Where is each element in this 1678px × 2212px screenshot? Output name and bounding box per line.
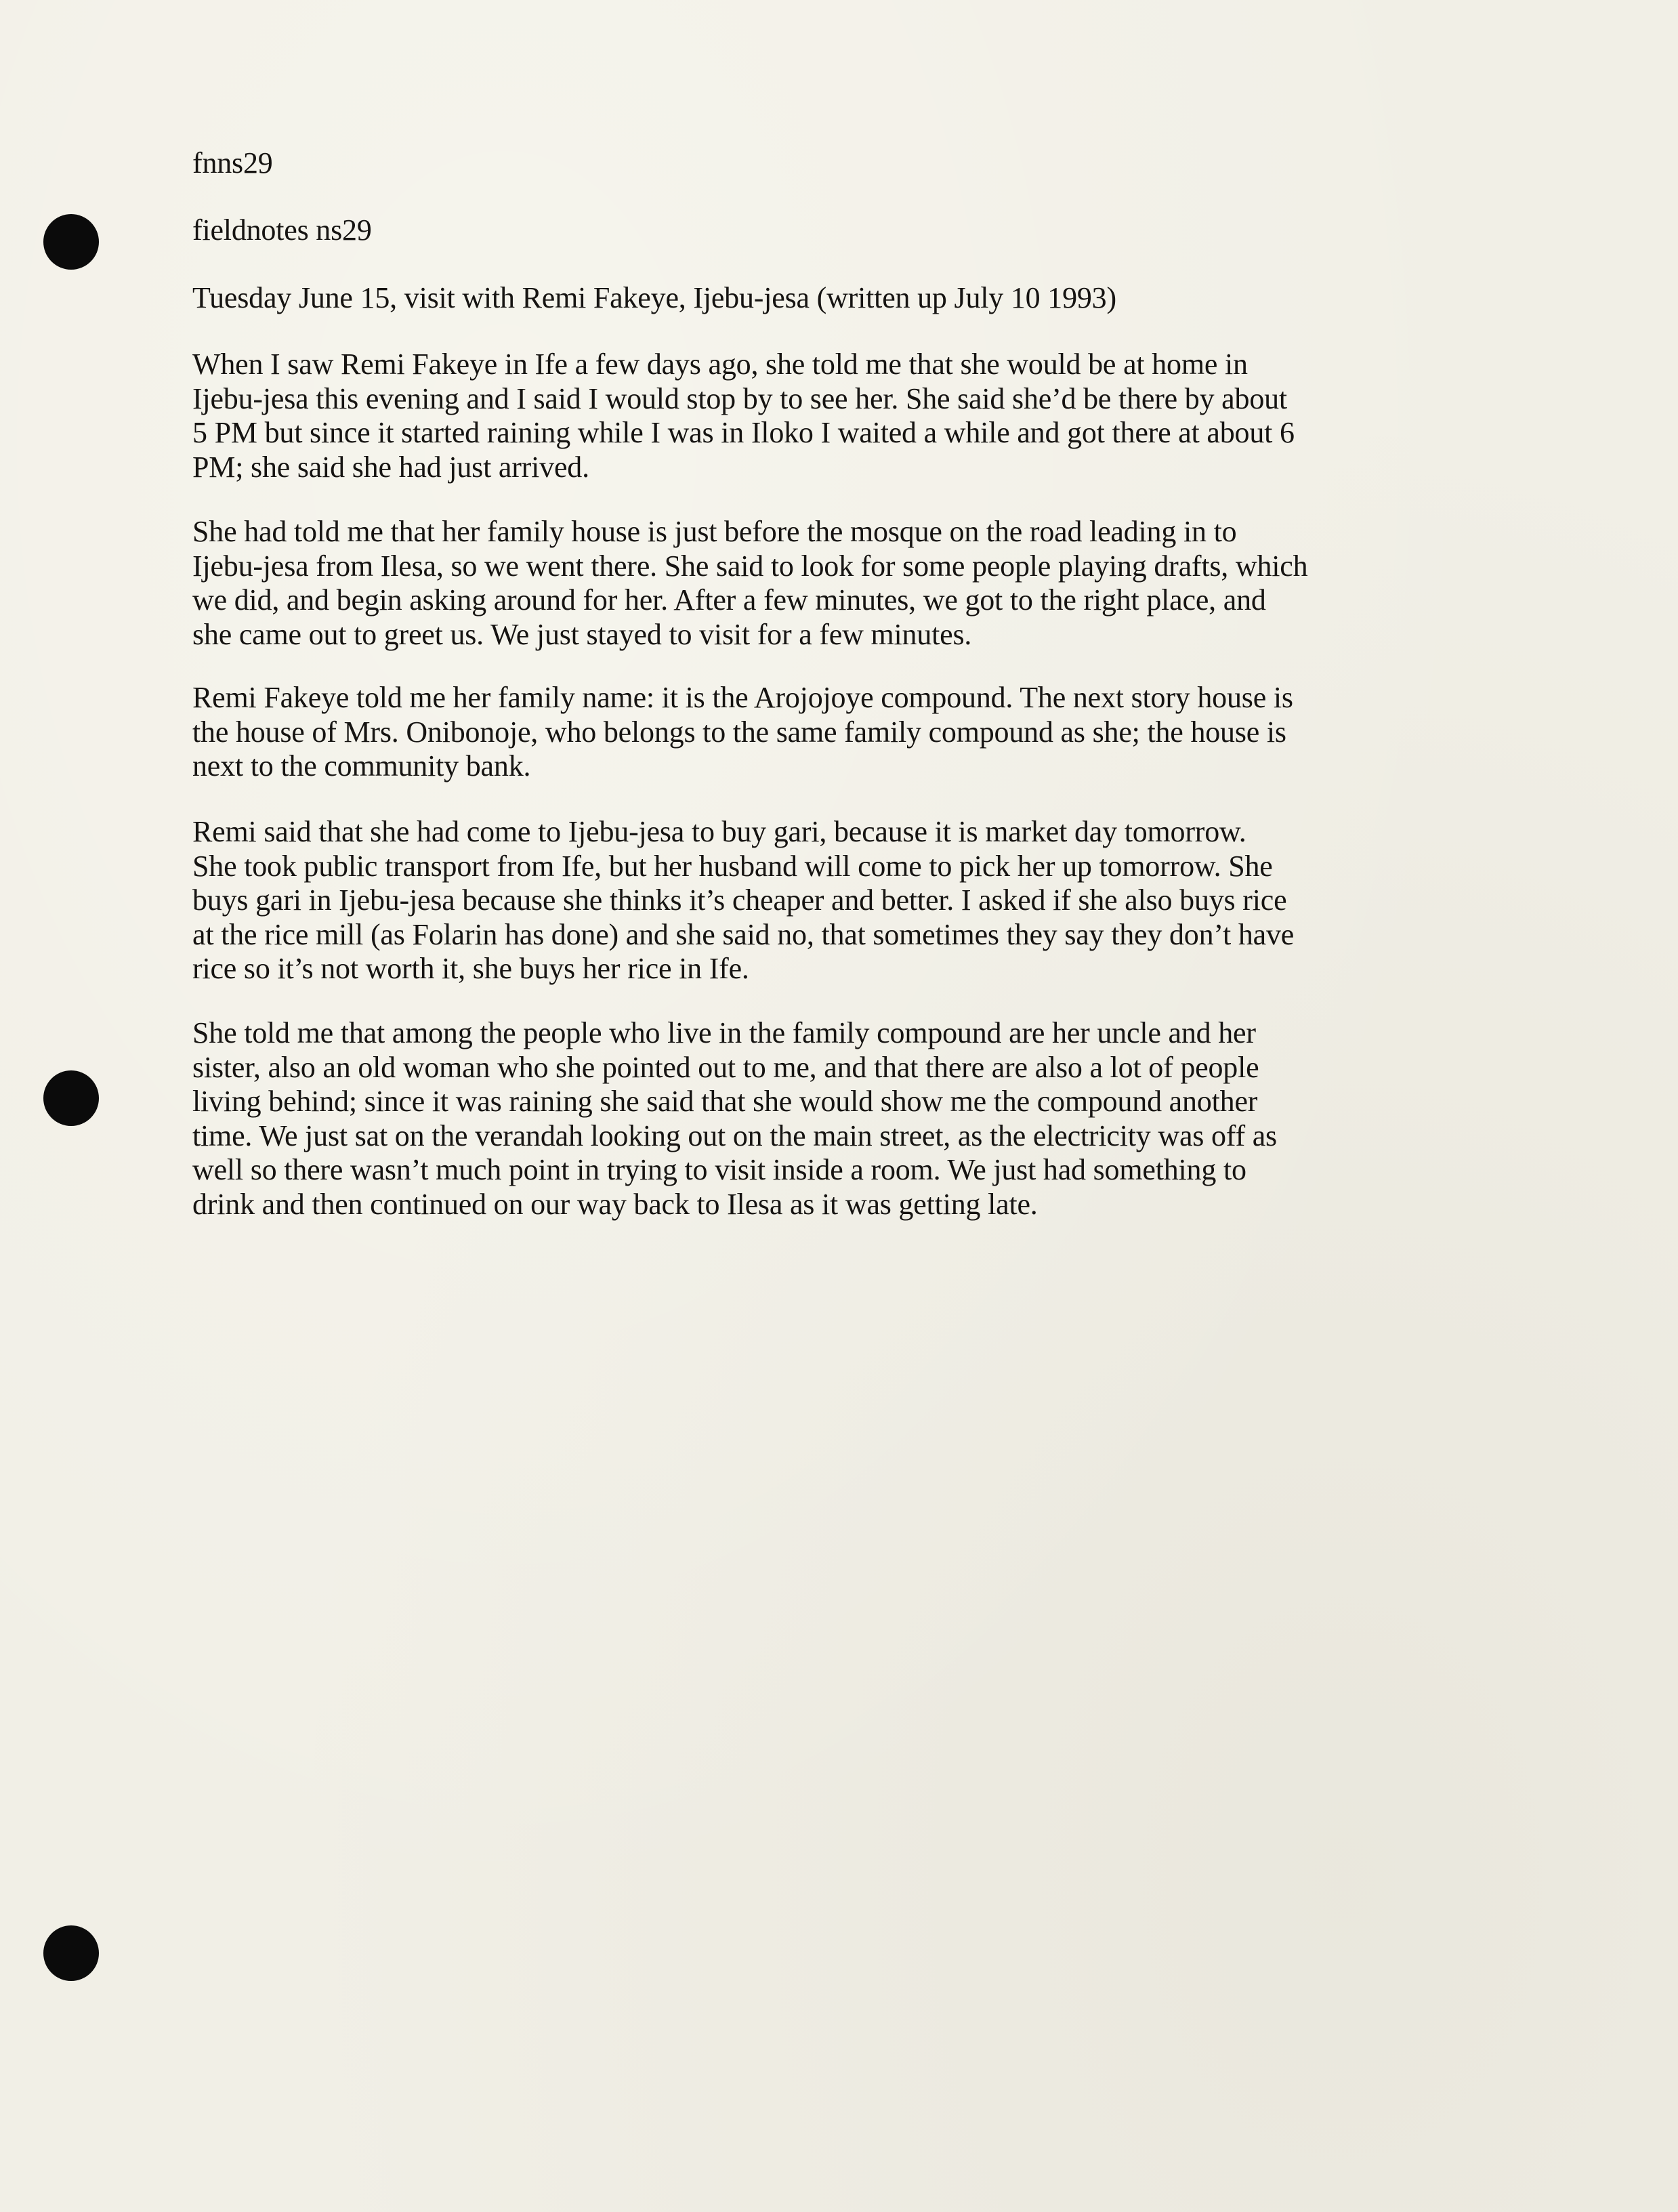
paragraph-line: She told me that among the people who live in the family compound are her uncle and her	[192, 1016, 1256, 1049]
paragraph-line: time. We just sat on the verandah looking out on the main street, as the electricity was off as	[192, 1119, 1277, 1152]
punch-hole-bottom	[43, 1925, 99, 1981]
paragraph-line: drink and then continued on our way back to Ilesa as it was getting late.	[192, 1187, 1038, 1221]
file-label: fnns29	[192, 146, 273, 180]
paragraph-line: living behind; since it was raining she said that she would show me the compound another	[192, 1085, 1258, 1118]
paragraph-line: we did, and begin asking around for her. After a few minutes, we got to the right place, and	[192, 583, 1266, 617]
paragraph-line: the house of Mrs. Onibonoje, who belongs to the same family compound as she; the house is	[192, 715, 1286, 749]
document-heading: fieldnotes ns29	[192, 213, 372, 247]
paragraph-line: Remi Fakeye told me her family name: it is the Arojojoye compound. The next story house is	[192, 681, 1293, 714]
paragraph-line: well so there wasn’t much point in trying to visit inside a room. We just had something to	[192, 1153, 1246, 1186]
paragraph-3	[192, 681, 1520, 784]
punch-hole-top	[43, 214, 99, 270]
paragraph-line: 5 PM but since it started raining while I was in Iloko I waited a while and got there at about 6	[192, 416, 1295, 449]
paragraph-4	[192, 815, 1520, 986]
paragraph-line: She took public transport from Ife, but her husband will come to pick her up tomorrow. She	[192, 849, 1273, 883]
paragraph-line: buys gari in Ijebu-jesa because she thinks it’s cheaper and better. I asked if she also buys rice	[192, 883, 1287, 917]
paragraph-line: next to the community bank.	[192, 749, 531, 782]
paragraph-1	[192, 348, 1520, 484]
paragraph-line: sister, also an old woman who she pointed out to me, and that there are also a lot of people	[192, 1050, 1259, 1084]
paragraph-line: she came out to greet us. We just stayed to visit for a few minutes.	[192, 617, 972, 651]
paragraph-line: When I saw Remi Fakeye in Ife a few days ago, she told me that she would be at home in	[192, 348, 1248, 381]
paragraph-line: Remi said that she had come to Ijebu-jesa to buy gari, because it is market day tomorrow.	[192, 815, 1246, 848]
paragraph-5	[192, 1016, 1520, 1222]
paragraph-2	[192, 515, 1520, 652]
paragraph-line: PM; she said she had just arrived.	[192, 450, 589, 484]
paragraph-line: Ijebu-jesa this evening and I said I would stop by to see her. She said she’d be there by about	[192, 381, 1287, 415]
date-line: Tuesday June 15, visit with Remi Fakeye, Ijebu-jesa (written up July 10 1993)	[192, 281, 1116, 314]
paragraph-line: She had told me that her family house is just before the mosque on the road leading in to	[192, 515, 1237, 548]
paragraph-line: Ijebu-jesa from Ilesa, so we went there. She said to look for some people playing drafts, which	[192, 549, 1308, 583]
punch-hole-middle	[43, 1070, 99, 1126]
paragraph-line: at the rice mill (as Folarin has done) and she said no, that sometimes they say they don’t have	[192, 917, 1295, 951]
paragraph-line: rice so it’s not worth it, she buys her rice in Ife.	[192, 952, 749, 985]
